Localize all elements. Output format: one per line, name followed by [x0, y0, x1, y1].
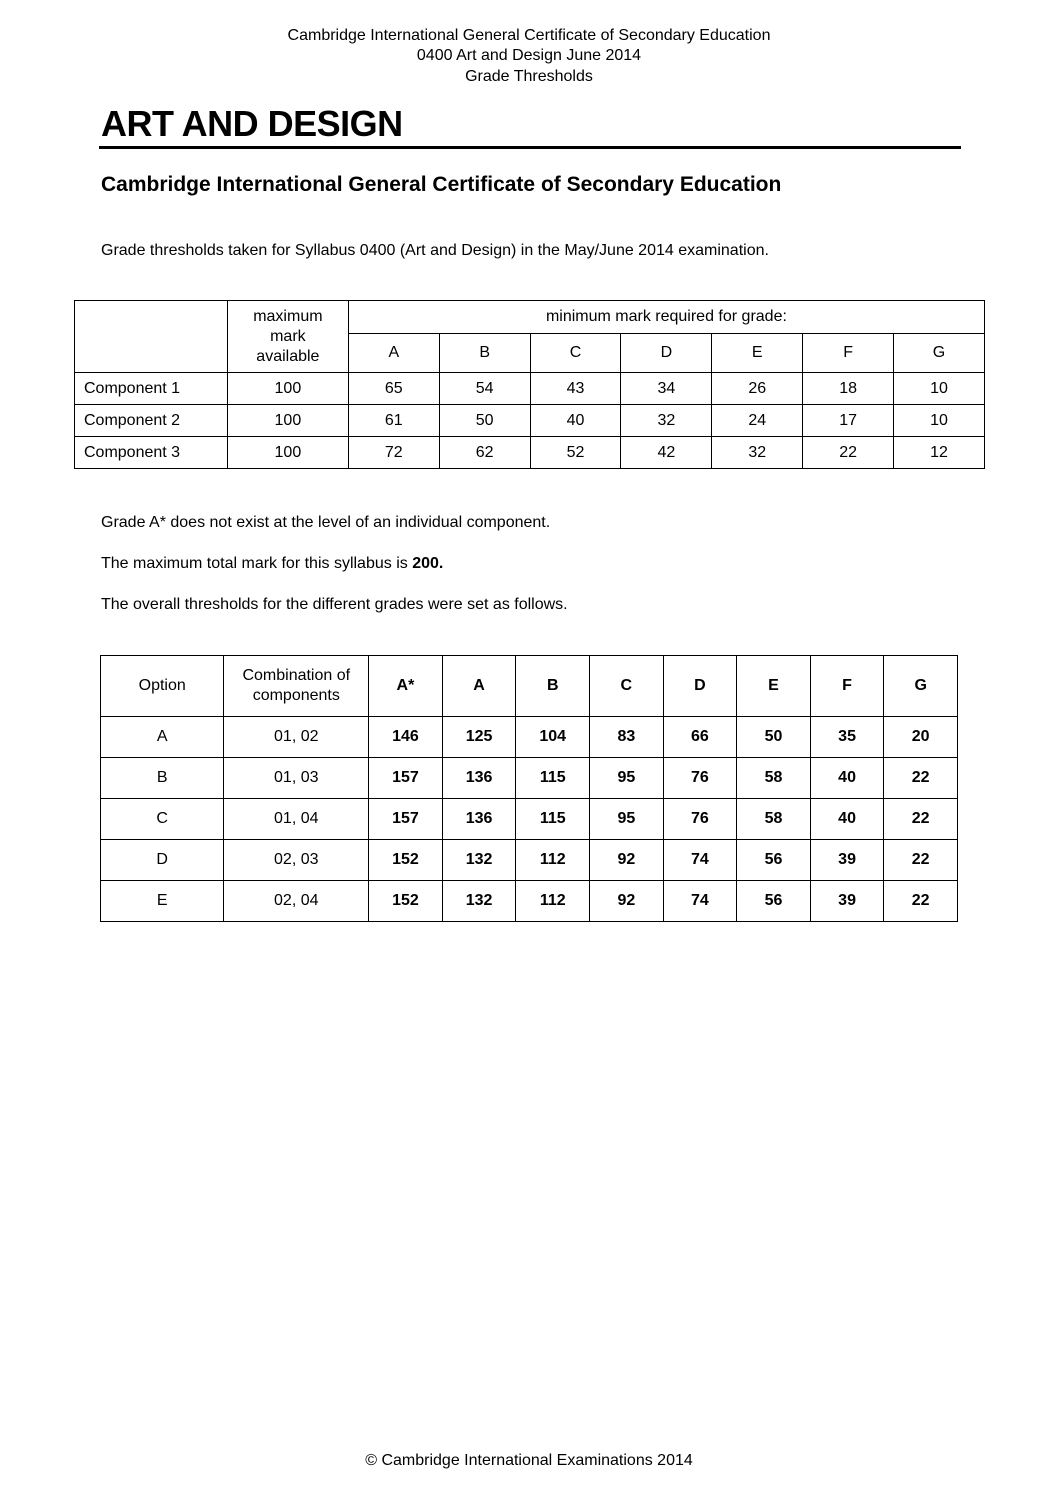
- combination-cell: 01, 04: [224, 799, 369, 840]
- combination-header: Combination of components: [224, 656, 369, 717]
- threshold-cell: 17: [803, 405, 894, 437]
- threshold-cell: 95: [590, 799, 664, 840]
- page-subtitle: Cambridge International General Certificate of Secondary Education: [101, 173, 782, 196]
- table-row: [75, 405, 985, 437]
- component-label: Component 1: [75, 373, 228, 405]
- max-total-text: The maximum total mark for this syllabus is: [101, 555, 413, 572]
- threshold-cell: 39: [810, 881, 884, 922]
- table-row: [101, 717, 958, 758]
- table-row: [101, 758, 958, 799]
- option-cell: B: [101, 758, 224, 799]
- threshold-cell: 65: [348, 373, 439, 405]
- grade-header-cell: G: [884, 656, 958, 717]
- threshold-cell: 152: [369, 881, 443, 922]
- threshold-cell: 32: [712, 437, 803, 469]
- threshold-cell: 40: [530, 405, 621, 437]
- threshold-cell: 56: [737, 840, 811, 881]
- intro-text: Grade thresholds taken for Syllabus 0400 (Art and Design) in the May/June 2014 examination.: [101, 242, 769, 259]
- threshold-cell: 32: [621, 405, 712, 437]
- threshold-cell: 18: [803, 373, 894, 405]
- threshold-cell: 104: [516, 717, 590, 758]
- max-total-value: 200.: [412, 555, 444, 572]
- grade-header-cell: B: [439, 334, 530, 373]
- title-divider: [99, 146, 961, 149]
- threshold-cell: 35: [810, 717, 884, 758]
- table-row: [101, 881, 958, 922]
- combination-cell: 01, 02: [224, 717, 369, 758]
- component-label: Component 2: [75, 405, 228, 437]
- threshold-cell: 62: [439, 437, 530, 469]
- threshold-cell: 61: [348, 405, 439, 437]
- threshold-cell: 56: [737, 881, 811, 922]
- grade-header-cell: C: [590, 656, 664, 717]
- header-line-2: 0400 Art and Design June 2014: [416, 47, 642, 64]
- grade-header-cell: D: [621, 334, 712, 373]
- grade-header-cell: A*: [369, 656, 443, 717]
- threshold-cell: 26: [712, 373, 803, 405]
- combination-cell: 01, 03: [224, 758, 369, 799]
- threshold-cell: 22: [884, 881, 958, 922]
- combination-cell: 02, 04: [224, 881, 369, 922]
- threshold-cell: 22: [884, 799, 958, 840]
- threshold-cell: 83: [590, 717, 664, 758]
- component-thresholds-table: [74, 300, 985, 469]
- table-row: [101, 799, 958, 840]
- threshold-cell: 39: [810, 840, 884, 881]
- grade-header-cell: E: [712, 334, 803, 373]
- empty-header-cell: [75, 301, 228, 373]
- grade-header-cell: F: [810, 656, 884, 717]
- threshold-cell: 12: [894, 437, 985, 469]
- component-label: Component 3: [75, 437, 228, 469]
- threshold-cell: 20: [884, 717, 958, 758]
- max-mark-cell: 100: [227, 405, 348, 437]
- grade-header-cell: E: [737, 656, 811, 717]
- table-row: [75, 373, 985, 405]
- threshold-cell: 74: [663, 881, 737, 922]
- option-thresholds-table: [100, 655, 958, 922]
- grade-header-cell: A: [442, 656, 516, 717]
- threshold-cell: 43: [530, 373, 621, 405]
- grade-header-cell: A: [348, 334, 439, 373]
- page-title: ART AND DESIGN: [101, 103, 403, 144]
- threshold-cell: 112: [516, 881, 590, 922]
- threshold-cell: 54: [439, 373, 530, 405]
- threshold-cell: 58: [737, 799, 811, 840]
- threshold-cell: 136: [442, 758, 516, 799]
- grade-header-cell: G: [894, 334, 985, 373]
- threshold-cell: 92: [590, 881, 664, 922]
- footer-copyright: © Cambridge International Examinations 2014: [365, 1452, 693, 1469]
- threshold-cell: 157: [369, 758, 443, 799]
- threshold-cell: 125: [442, 717, 516, 758]
- threshold-cell: 66: [663, 717, 737, 758]
- threshold-cell: 112: [516, 840, 590, 881]
- threshold-cell: 22: [884, 758, 958, 799]
- option-cell: E: [101, 881, 224, 922]
- threshold-cell: 157: [369, 799, 443, 840]
- threshold-cell: 132: [442, 840, 516, 881]
- threshold-cell: 10: [894, 373, 985, 405]
- threshold-cell: 136: [442, 799, 516, 840]
- table-row: [101, 840, 958, 881]
- option-header: Option: [101, 656, 224, 717]
- threshold-cell: 24: [712, 405, 803, 437]
- threshold-cell: 72: [348, 437, 439, 469]
- option-cell: A: [101, 717, 224, 758]
- threshold-cell: 58: [737, 758, 811, 799]
- header-line-1: Cambridge International General Certificate of Secondary Education: [287, 27, 771, 44]
- table-row: [75, 437, 985, 469]
- grade-header-cell: D: [663, 656, 737, 717]
- threshold-cell: 40: [810, 799, 884, 840]
- min-mark-header: minimum mark required for grade:: [348, 301, 984, 334]
- grade-header-cell: F: [803, 334, 894, 373]
- threshold-cell: 22: [803, 437, 894, 469]
- max-mark-cell: 100: [227, 373, 348, 405]
- threshold-cell: 40: [810, 758, 884, 799]
- max-total-note: [101, 554, 443, 574]
- threshold-cell: 50: [439, 405, 530, 437]
- option-cell: C: [101, 799, 224, 840]
- threshold-cell: 146: [369, 717, 443, 758]
- threshold-cell: 132: [442, 881, 516, 922]
- max-mark-cell: 100: [227, 437, 348, 469]
- threshold-cell: 42: [621, 437, 712, 469]
- grade-header-cell: C: [530, 334, 621, 373]
- threshold-cell: 115: [516, 758, 590, 799]
- threshold-cell: 50: [737, 717, 811, 758]
- header-line-3: Grade Thresholds: [465, 68, 593, 85]
- max-mark-header: maximum mark available: [227, 301, 348, 373]
- threshold-cell: 76: [663, 758, 737, 799]
- threshold-cell: 152: [369, 840, 443, 881]
- threshold-cell: 34: [621, 373, 712, 405]
- threshold-cell: 115: [516, 799, 590, 840]
- threshold-cell: 74: [663, 840, 737, 881]
- threshold-cell: 10: [894, 405, 985, 437]
- threshold-cell: 22: [884, 840, 958, 881]
- threshold-cell: 76: [663, 799, 737, 840]
- threshold-cell: 52: [530, 437, 621, 469]
- threshold-cell: 95: [590, 758, 664, 799]
- combination-cell: 02, 03: [224, 840, 369, 881]
- astar-note: Grade A* does not exist at the level of an individual component.: [101, 514, 551, 531]
- overall-note: The overall thresholds for the different grades were set as follows.: [101, 596, 568, 613]
- grade-header-cell: B: [516, 656, 590, 717]
- option-cell: D: [101, 840, 224, 881]
- threshold-cell: 92: [590, 840, 664, 881]
